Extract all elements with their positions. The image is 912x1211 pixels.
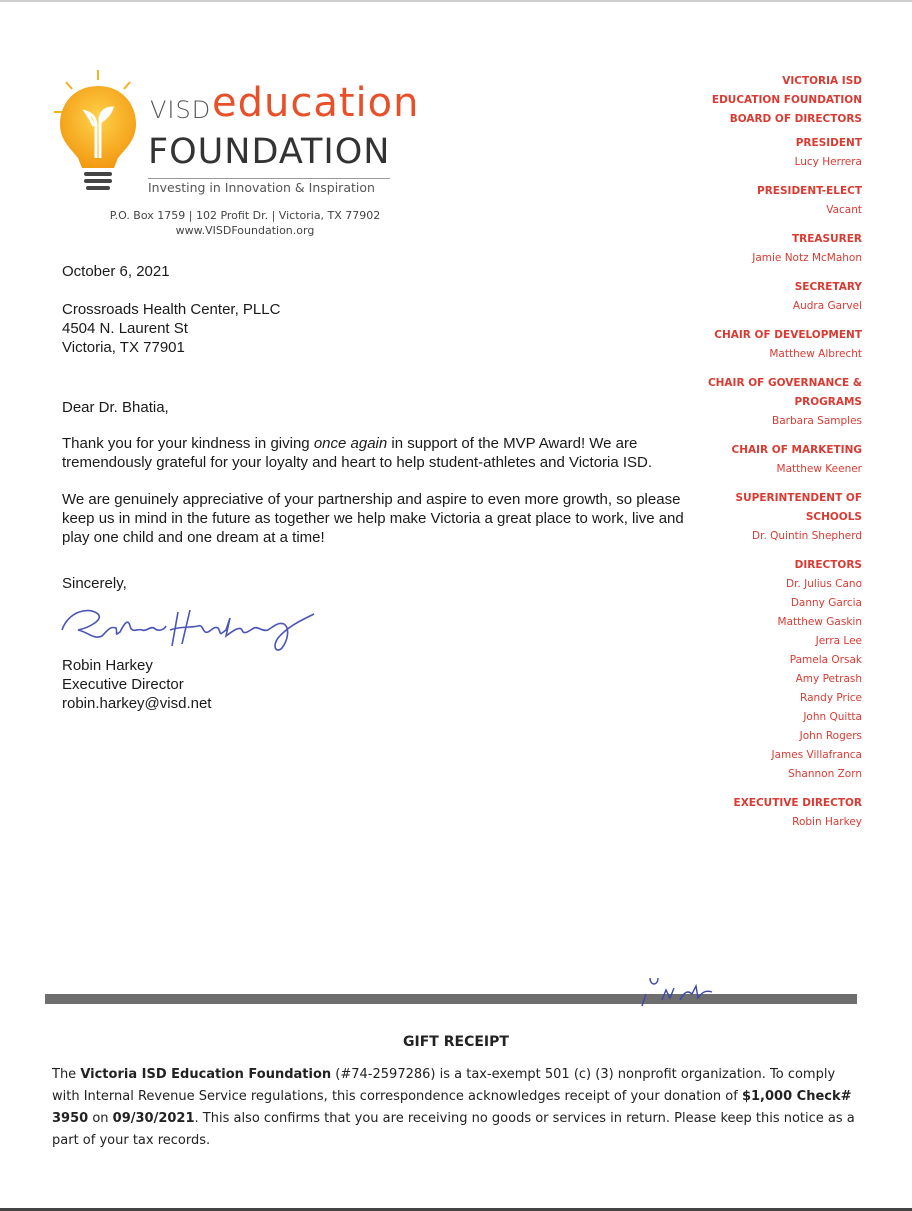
receipt-text-3: on — [88, 1111, 113, 1126]
board-role-group — [662, 278, 862, 316]
paragraph-2: We are genuinely appreciative of your partnership and aspire to even more growth, so please keep us in mind in the future as together we help make Victoria a great place to work, live and play one child and one dream at a time! — [62, 491, 684, 546]
receipt-title: GIFT RECEIPT — [403, 1034, 509, 1050]
board-member-name: Randy Price — [800, 692, 862, 704]
board-role-group — [662, 326, 862, 364]
board-member-name: Dr. Julius Cano — [785, 578, 862, 590]
receipt-text-2: (#74-2597286) is a tax-exempt 501 (c) (3) nonprofit organization. To comply with Internal Revenue Service regulations, this correspondence acknowledges receipt of your donation of — [52, 1067, 836, 1104]
p1-emphasis: once again — [313, 435, 388, 452]
divider-bar — [45, 994, 857, 1004]
board-role: DIRECTORS — [794, 559, 862, 571]
board-role-group — [662, 230, 862, 268]
board-role: CHAIR OF GOVERNANCE & PROGRAMS — [707, 377, 862, 408]
board-member-name: Matthew Keener — [776, 463, 862, 475]
paragraph-1 — [62, 434, 712, 472]
letter-date: October 6, 2021 — [62, 263, 170, 280]
board-member-name: Shannon Zorn — [788, 768, 862, 780]
board-role-group — [662, 374, 862, 431]
receipt-text-4: . This also confirms that you are receiving no goods or services in return. Please keep this notice as a part of your tax records. — [52, 1111, 855, 1148]
scan-edge-top — [0, 0, 912, 2]
recipient-line: Victoria, TX 77901 — [62, 339, 185, 356]
board-role: CHAIR OF MARKETING — [731, 444, 862, 456]
board-list — [662, 134, 862, 842]
board-role-group — [662, 489, 862, 546]
board-member-name: Matthew Albrecht — [769, 348, 862, 360]
lightbulb-icon — [52, 68, 144, 196]
salutation: Dear Dr. Bhatia, — [62, 399, 169, 416]
recipient-address — [62, 300, 280, 357]
board-role-group — [662, 134, 862, 172]
board-role: EXECUTIVE DIRECTOR — [733, 797, 862, 809]
board-role: CHAIR OF DEVELOPMENT — [714, 329, 862, 341]
logo-tagline: Investing in Innovation & Inspiration — [148, 180, 375, 195]
board-member-name: John Quitta — [803, 711, 862, 723]
address-line: P.O. Box 1759 | 102 Profit Dr. | Victoria, TX 77902 — [109, 209, 381, 222]
foundation-logo — [52, 58, 420, 198]
board-role-group — [662, 441, 862, 479]
board-role: PRESIDENT — [795, 137, 862, 149]
signer-name: Robin Harkey — [62, 657, 153, 674]
board-title-line: BOARD OF DIRECTORS — [729, 113, 862, 125]
closing: Sincerely, — [62, 575, 127, 592]
letterhead-address — [100, 208, 390, 238]
receipt-date: 09/30/2021 — [112, 1111, 195, 1126]
board-role: PRESIDENT-ELECT — [757, 185, 862, 197]
board-member-name: Barbara Samples — [772, 415, 862, 427]
signer-title: Executive Director — [62, 676, 184, 693]
board-member-name: Audra Garvel — [792, 300, 862, 312]
board-member-name: Matthew Gaskin — [777, 616, 862, 628]
handwritten-initials — [636, 972, 716, 1018]
board-role-group — [662, 556, 862, 784]
board-member-name: Dr. Quintin Shepherd — [752, 530, 862, 542]
signature — [58, 600, 318, 654]
board-member-name: Jamie Notz McMahon — [752, 252, 862, 264]
board-title-line: VICTORIA ISD — [782, 75, 862, 87]
logo-foundation: FOUNDATION — [148, 132, 391, 172]
receipt-amount: $1,000 Check# 3950 — [52, 1089, 852, 1126]
p1-text-end: in support of the MVP Award! We are tremendously grateful for your loyalty and heart to help student-athletes and Victoria ISD. — [62, 435, 653, 471]
board-role-group — [662, 794, 862, 832]
board-role: SECRETARY — [794, 281, 862, 293]
p1-text: Thank you for your kindness in giving — [62, 435, 314, 452]
receipt-text-1: The — [52, 1067, 81, 1082]
board-title — [712, 72, 862, 129]
logo-visd: VISD — [150, 96, 212, 124]
receipt-text — [52, 1064, 862, 1152]
board-member-name: James Villafranca — [771, 749, 862, 761]
board-member-name: Pamela Orsak — [789, 654, 862, 666]
signer-block — [62, 656, 211, 713]
board-member-name: Vacant — [826, 204, 862, 216]
board-member-name: Danny Garcia — [790, 597, 862, 609]
board-member-name: Lucy Herrera — [794, 156, 862, 168]
recipient-line: 4504 N. Laurent St — [62, 320, 188, 337]
website-line: www.VISDFoundation.org — [175, 224, 315, 237]
board-member-name: Amy Petrash — [795, 673, 862, 685]
logo-education: education — [212, 80, 420, 126]
board-role: SUPERINTENDENT OF SCHOOLS — [735, 492, 862, 523]
board-title-line: EDUCATION FOUNDATION — [711, 94, 862, 106]
signer-email: robin.harkey@visd.net — [62, 695, 212, 712]
board-role-group — [662, 182, 862, 220]
logo-divider — [148, 178, 390, 179]
board-role: TREASURER — [792, 233, 862, 245]
recipient-line: Crossroads Health Center, PLLC — [62, 301, 281, 318]
board-member-name: Jerra Lee — [815, 635, 862, 647]
receipt-org: Victoria ISD Education Foundation — [80, 1067, 332, 1082]
board-member-name: John Rogers — [799, 730, 862, 742]
board-member-name: Robin Harkey — [792, 816, 862, 828]
